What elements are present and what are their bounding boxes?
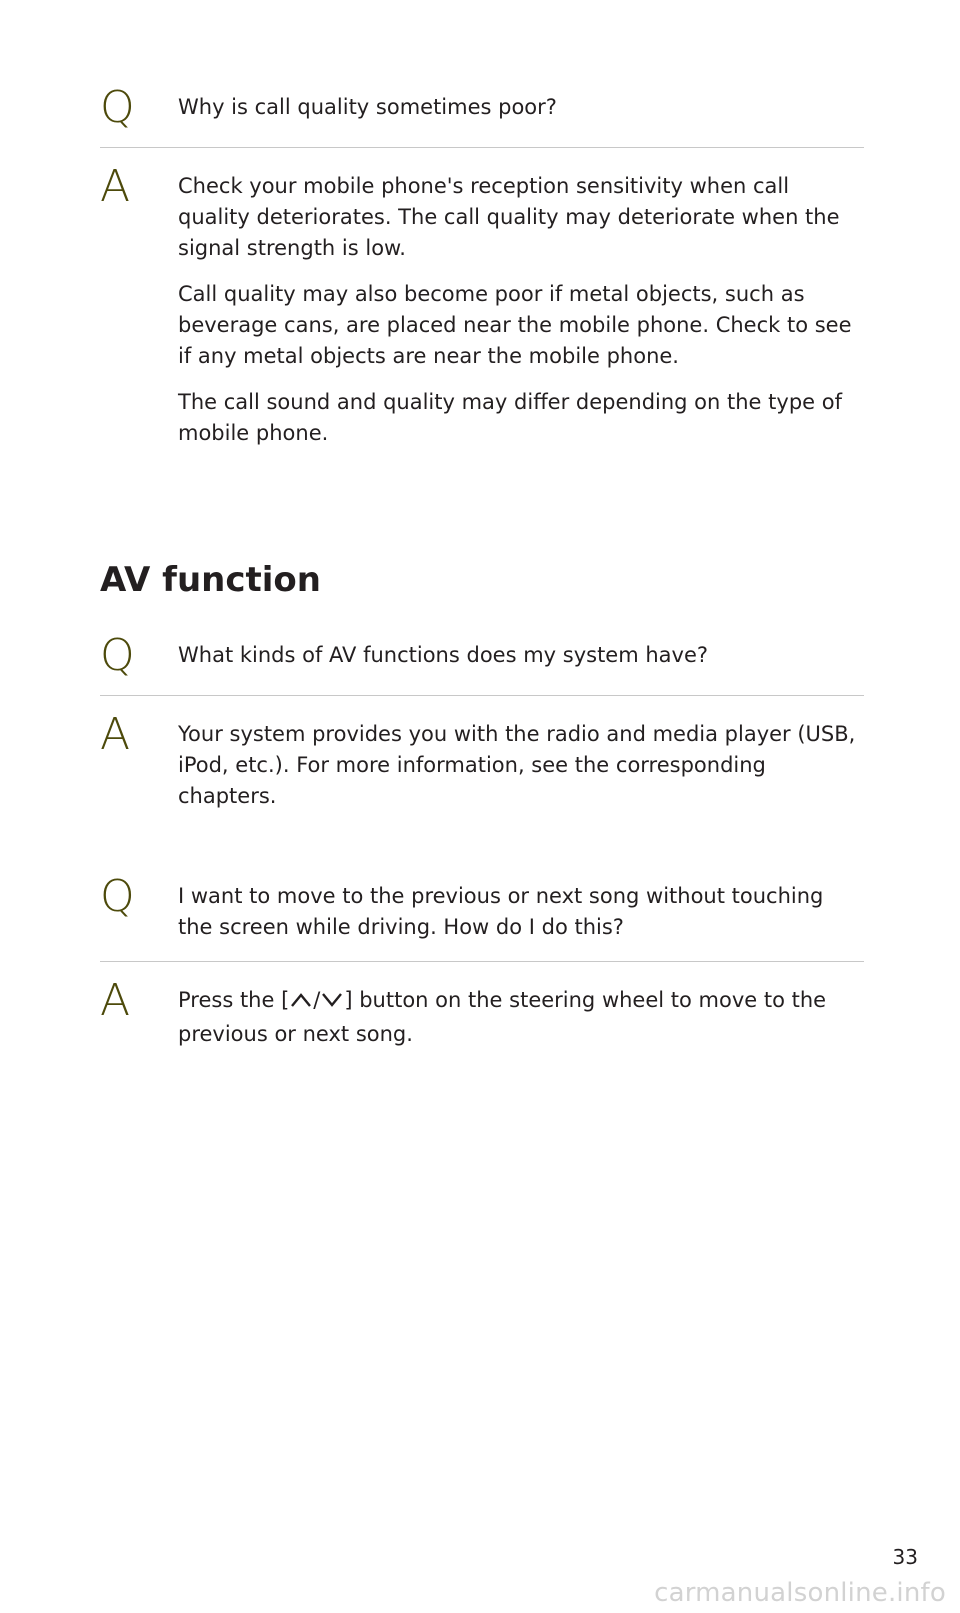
question-row	[100, 630, 864, 681]
qa-av-functions	[100, 630, 864, 812]
answer-paragraph: Call quality may also become poor if metal objects, such as beverage cans, are placed near the mobile phone. Check to see if any metal objects are near the mobile phone.	[178, 282, 852, 368]
answer-paragraph	[178, 985, 864, 1050]
a-marker: A	[100, 709, 131, 760]
answer-suffix: ] button on the steering wheel to move to the previous or next song.	[178, 988, 827, 1046]
answer-paragraph: Your system provides you with the radio and media player (USB, iPod, etc.). For more information, see the corresponding chapters.	[178, 722, 856, 808]
divider	[100, 695, 864, 696]
qa-call-quality	[100, 82, 864, 449]
question-text: Why is call quality sometimes poor?	[178, 95, 557, 119]
question-text: I want to move to the previous or next song without touching the screen while driving. How do I do this?	[178, 884, 824, 939]
answer-text	[178, 719, 864, 812]
question-row	[100, 871, 864, 943]
answer-row	[100, 709, 864, 812]
question-text: What kinds of AV functions does my system have?	[178, 643, 709, 667]
answer-paragraph: The call sound and quality may differ depending on the type of mobile phone.	[178, 390, 842, 445]
divider	[100, 147, 864, 148]
section-heading-av-function: AV function	[100, 560, 321, 600]
q-marker: Q	[100, 630, 135, 681]
answer-text	[178, 985, 864, 1050]
divider	[100, 961, 864, 962]
question-row	[100, 82, 864, 133]
chevron-up-icon	[289, 988, 313, 1019]
q-marker: Q	[100, 82, 135, 133]
chevron-down-icon	[320, 988, 344, 1019]
answer-row	[100, 975, 864, 1050]
answer-prefix: Press the [	[178, 988, 290, 1012]
answer-paragraph: Check your mobile phone's reception sensitivity when call quality deteriorates. The call quality may deteriorate when the signal strength is low.	[178, 174, 840, 260]
watermark: carmanualsonline.info	[654, 1578, 946, 1608]
a-marker: A	[100, 161, 131, 212]
page-number: 33	[892, 1545, 918, 1569]
q-marker: Q	[100, 871, 135, 922]
answer-text	[178, 171, 864, 449]
answer-separator: /	[313, 988, 321, 1012]
answer-row	[100, 161, 864, 449]
a-marker: A	[100, 975, 131, 1026]
qa-song-navigation	[100, 871, 864, 1050]
